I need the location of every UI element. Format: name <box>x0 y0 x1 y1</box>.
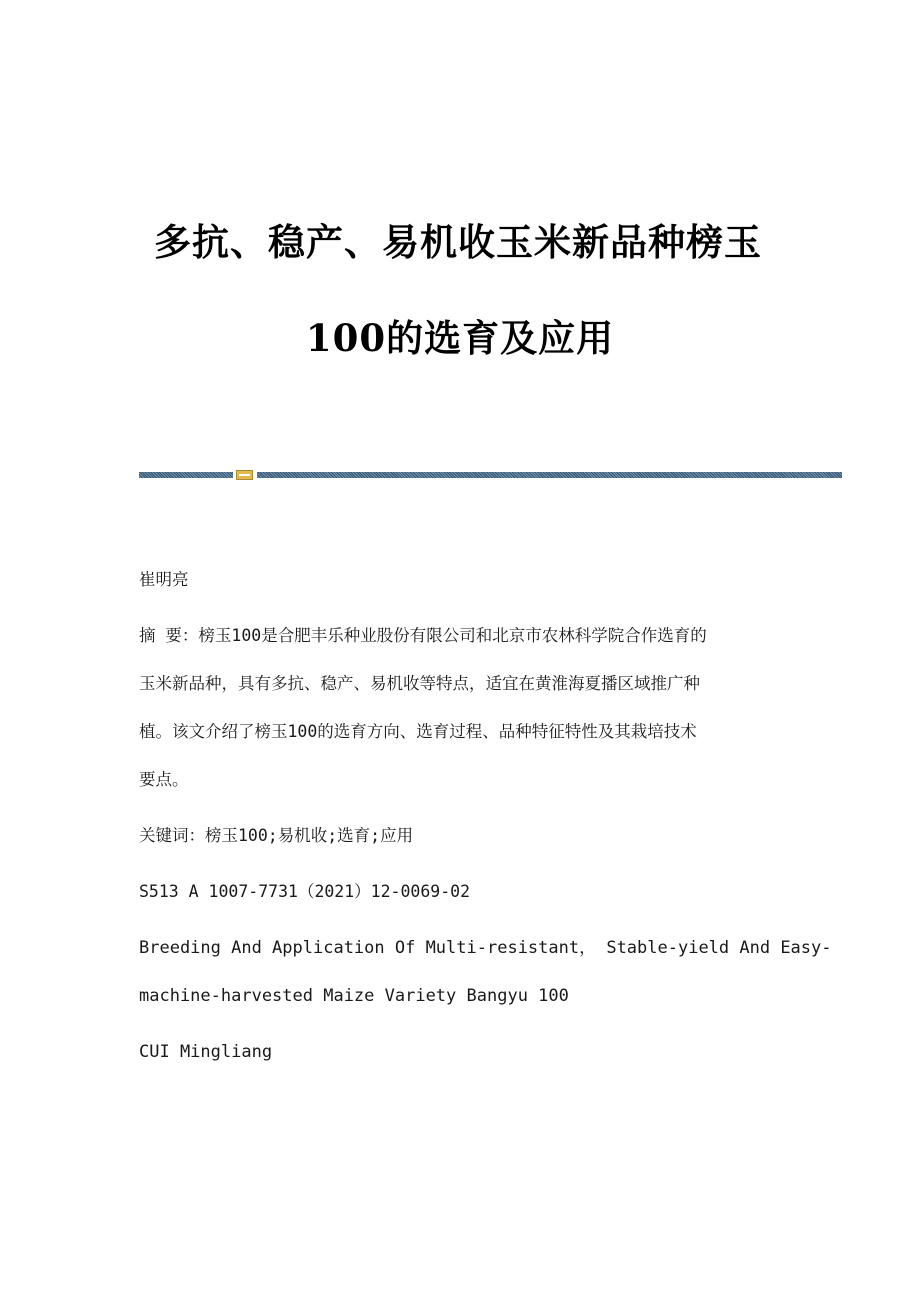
english-author-name: CUI Mingliang <box>139 1042 273 1062</box>
author-name: 崔明亮 <box>139 570 189 589</box>
abstract-line-2: 玉米新品种，具有多抗、稳产、易机收等特点，适宜在黄淮海夏播区域推广种 <box>139 674 700 693</box>
abstract-line-1: 摘 要：榜玉100是合肥丰乐种业股份有限公司和北京市农林科学院合作选育的 <box>139 626 707 645</box>
divider-ornament-icon <box>236 470 253 480</box>
abstract-line-3: 植。该文介绍了榜玉100的选育方向、选育过程、品种特征特性及其栽培技术 <box>139 722 697 741</box>
title-divider <box>139 470 842 480</box>
keywords: 关键词：榜玉100;易机收;选育;应用 <box>139 826 414 845</box>
english-title-line-2: machine-harvested Maize Variety Bangyu 100 <box>139 986 569 1006</box>
english-title-line-1: Breeding And Application Of Multi-resistant， Stable-yield And Easy- <box>139 938 832 958</box>
divider-bar-right <box>257 472 842 478</box>
classification-code: S513 A 1007-7731（2021）12-0069-02 <box>139 882 471 901</box>
divider-bar-left <box>139 472 233 478</box>
title-line-1: 多抗、稳产、易机收玉米新品种榜玉 <box>154 220 762 264</box>
abstract-line-4: 要点。 <box>139 770 189 789</box>
title-line-2: 100的选育及应用 <box>305 316 615 360</box>
